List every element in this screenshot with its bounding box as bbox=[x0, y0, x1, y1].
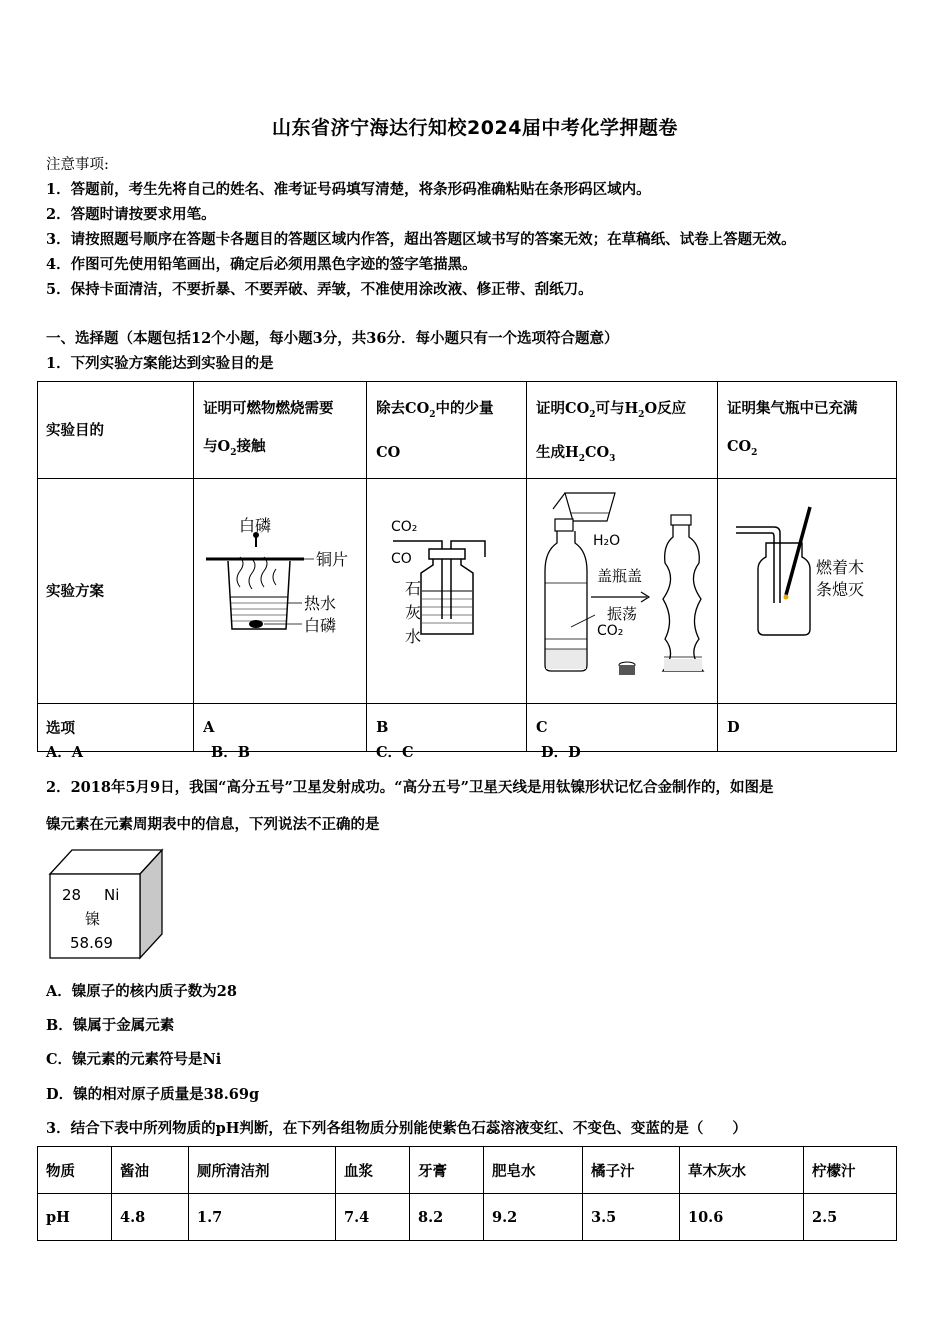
figure-c-bottle-experiment bbox=[527, 479, 715, 699]
ph-value: 3.5 bbox=[583, 1194, 680, 1241]
notice-heading: 注意事项: bbox=[46, 157, 109, 173]
ph-table bbox=[37, 1146, 897, 1241]
option-letter-d: D bbox=[718, 703, 897, 751]
label-burning-stick-1: 燃着木 bbox=[816, 557, 865, 577]
notice-item: 2．答题时请按要求用笔。 bbox=[46, 206, 216, 223]
figure-a-burning-experiment bbox=[194, 479, 366, 699]
q2-option-b[interactable]: B．镍属于金属元素 bbox=[46, 1017, 175, 1034]
figure-b-cell bbox=[367, 478, 527, 703]
label-white-phosphorus-bottom: 白磷 bbox=[304, 615, 337, 635]
q2-option-a[interactable]: A．镍原子的核内质子数为28 bbox=[46, 983, 237, 1000]
ph-value: 9.2 bbox=[484, 1194, 583, 1241]
label-lime-3: 水 bbox=[405, 626, 422, 646]
question-2-stem-line2: 镍元素在元素周期表中的信息，下列说法不正确的是 bbox=[46, 816, 380, 833]
element-symbol: Ni bbox=[104, 886, 120, 904]
label-co: CO bbox=[391, 550, 412, 567]
ph-header: 橘子汁 bbox=[583, 1147, 680, 1194]
figure-c-cell bbox=[527, 478, 718, 703]
label-lime-1: 石 bbox=[405, 578, 422, 598]
ph-value: 2.5 bbox=[804, 1194, 897, 1241]
question-3-stem: 3．结合下表中所列物质的pH判断，在下列各组物质分别能使紫色石蕊溶液变红、不变色、变蓝的是（ ） bbox=[46, 1120, 747, 1137]
label-cap: 盖瓶盖 bbox=[597, 566, 643, 585]
goal-c: 证明$CO_2$可与$H_2O$反应 生成$H_2CO_3$ bbox=[527, 382, 718, 479]
ph-header: 牙膏 bbox=[410, 1147, 484, 1194]
label-hot-water: 热水 bbox=[304, 593, 337, 613]
experiment-table bbox=[37, 381, 897, 752]
label-lime-2: 灰 bbox=[405, 602, 422, 622]
question-2-stem-line1: 2．2018年5月9日，我国“高分五号”卫星发射成功。“高分五号”卫星天线是用钛镍形状记忆合金制作的，如图是 bbox=[46, 779, 774, 796]
ph-value: pH bbox=[38, 1194, 112, 1241]
row-label-goal: 实验目的 bbox=[38, 382, 194, 479]
notice-item: 5．保持卡面清洁，不要折暴、不要弄破、弄皱，不准使用涂改液、修正带、刮纸刀。 bbox=[46, 281, 593, 298]
ph-value: 10.6 bbox=[680, 1194, 804, 1241]
element-name: 镍 bbox=[85, 910, 101, 928]
label-shake: 振荡 bbox=[607, 604, 638, 623]
section-heading: 一、选择题（本题包括12个小题，每小题3分，共36分．每小题只有一个选项符合题意） bbox=[46, 330, 619, 347]
nickel-element-card bbox=[46, 846, 164, 962]
figure-a-cell bbox=[194, 478, 367, 703]
ph-header: 草木灰水 bbox=[680, 1147, 804, 1194]
notice-item: 1．答题前，考生先将自己的姓名、准考证号码填写清楚，将条形码准确粘贴在条形码区域内。 bbox=[46, 181, 651, 198]
notice-item: 3．请按照题号顺序在答题卡各题目的答题区域内作答，超出答题区域书写的答案无效；在草稿纸、试卷上答题无效。 bbox=[46, 231, 796, 248]
option-letter-a: A bbox=[194, 703, 367, 751]
q2-option-c[interactable]: C．镍元素的元素符号是Ni bbox=[46, 1051, 222, 1068]
option-letter-c: C bbox=[527, 703, 718, 751]
ph-value: 8.2 bbox=[410, 1194, 484, 1241]
goal-a: 证明可燃物燃烧需要 与$O_2$接触 bbox=[194, 382, 367, 479]
label-co2: CO₂ bbox=[391, 518, 418, 535]
row-label-plan: 实验方案 bbox=[38, 478, 194, 703]
ph-header: 物质 bbox=[38, 1147, 112, 1194]
row-label-option: 选项 bbox=[38, 703, 194, 751]
figure-d-gas-bottle bbox=[718, 479, 896, 699]
goal-b: 除去$CO_2$中的少量 CO bbox=[367, 382, 527, 479]
ph-header: 血浆 bbox=[336, 1147, 410, 1194]
label-white-phosphorus-top: 白磷 bbox=[239, 515, 272, 535]
element-number: 28 bbox=[62, 886, 82, 904]
goal-d: 证明集气瓶中已充满 $CO_2$ bbox=[718, 382, 897, 479]
ph-header: 柠檬汁 bbox=[804, 1147, 897, 1194]
question-1-stem: 1．下列实验方案能达到实验目的是 bbox=[46, 355, 274, 372]
label-co2-c: CO₂ bbox=[597, 622, 624, 639]
label-water: H₂O bbox=[593, 532, 621, 549]
notice-item: 4．作图可先使用铅笔画出，确定后必须用黑色字迹的签字笔描黑。 bbox=[46, 256, 477, 273]
ph-value: 7.4 bbox=[336, 1194, 410, 1241]
ph-header: 肥皂水 bbox=[484, 1147, 583, 1194]
option-letter-b: B bbox=[367, 703, 527, 751]
q1-option-b[interactable]: B．B bbox=[211, 744, 251, 761]
ph-value: 4.8 bbox=[112, 1194, 189, 1241]
label-burning-stick-2: 条熄灭 bbox=[816, 579, 865, 599]
q1-option-c[interactable]: C．C bbox=[376, 744, 414, 761]
q2-option-d[interactable]: D．镍的相对原子质量是38.69g bbox=[46, 1086, 260, 1103]
figure-d-cell bbox=[718, 478, 897, 703]
figure-b-gas-washing-bottle bbox=[367, 479, 525, 699]
ph-header: 酱油 bbox=[112, 1147, 189, 1194]
element-mass: 58.69 bbox=[70, 934, 113, 952]
q1-option-a[interactable]: A．A bbox=[46, 744, 84, 761]
q1-option-d[interactable]: D．D bbox=[541, 744, 581, 761]
ph-value: 1.7 bbox=[189, 1194, 336, 1241]
label-copper-plate: 铜片 bbox=[316, 549, 349, 569]
page-title: 山东省济宁海达行知校2024届中考化学押题卷 bbox=[272, 117, 678, 139]
ph-header: 厕所清洁剂 bbox=[189, 1147, 336, 1194]
